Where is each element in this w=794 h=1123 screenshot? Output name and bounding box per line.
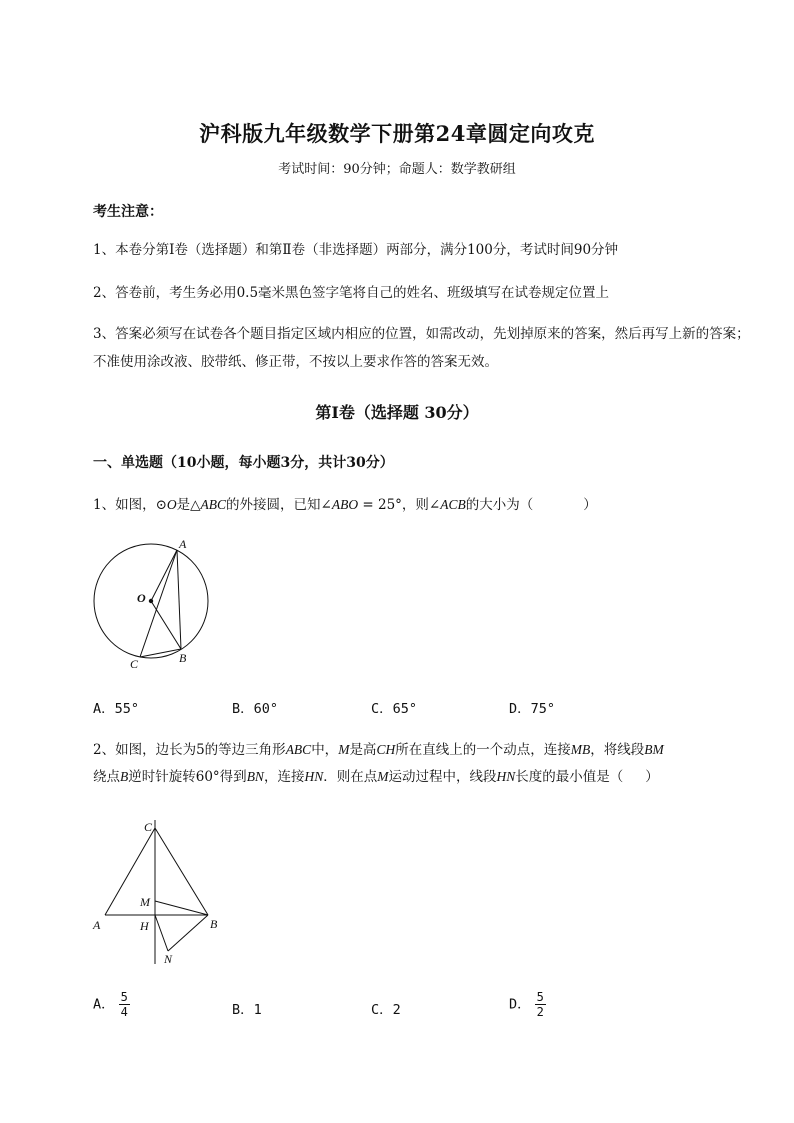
- q1-option-a[interactable]: A．55°: [93, 701, 140, 717]
- q2-option-b[interactable]: B．1: [232, 1002, 262, 1018]
- circle-symbol: ⊙: [155, 497, 167, 513]
- math-var: M: [338, 742, 350, 757]
- math-var: ABO: [331, 497, 359, 512]
- segment-cb: [155, 828, 208, 915]
- math-var: MB: [570, 742, 591, 757]
- q2-text: 中，: [311, 742, 339, 758]
- label-c: C: [130, 657, 139, 670]
- q2-text: 长度的最小值是（: [515, 769, 624, 785]
- notice-item-1: 1、本卷分第I卷（选择题）和第Ⅱ卷（非选择题）两部分，满分100分，考试时间90分钟: [93, 242, 619, 258]
- math-var: ABC: [200, 497, 227, 512]
- notice-item-3: 3、答案必须写在试卷各个题目指定区域内相应的位置，如需改动，先划掉原来的答案，然后再写上新的答案；不准使用涂改液、胶带纸、修正带，不按以上要求作答的答案无效。: [93, 326, 750, 370]
- q1-text: 1、如图，: [93, 497, 156, 513]
- segment-ob: [151, 601, 181, 649]
- part1-title: 第I卷（选择题 30分）: [315, 403, 479, 422]
- segment-bn: [168, 915, 208, 951]
- label-c: C: [144, 820, 153, 834]
- option-label: D．: [509, 996, 531, 1013]
- q1-option-b[interactable]: B．60°: [232, 701, 279, 717]
- math-var: ACB: [440, 497, 466, 512]
- denominator: 2: [536, 1005, 544, 1019]
- notice-heading: 考生注意：: [93, 204, 163, 220]
- math-var: M: [377, 769, 389, 784]
- question-1-stem: [93, 493, 733, 513]
- page-subtitle: 考试时间：90分钟；命题人：数学教研组: [278, 162, 516, 177]
- segment-oa: [151, 550, 177, 601]
- option-label: A．: [93, 996, 115, 1013]
- q1-text: = 25°，则∠: [358, 497, 441, 513]
- q2-option-c[interactable]: C．2: [371, 1002, 401, 1018]
- label-a: A: [93, 918, 101, 932]
- q1-text: ）: [583, 497, 597, 513]
- math-var: B: [120, 769, 129, 784]
- math-var: HN: [304, 769, 324, 784]
- page-title: 沪科版九年级数学下册第24章圆定向攻克: [199, 121, 595, 146]
- label-n: N: [164, 952, 173, 966]
- q2-text: ）: [645, 769, 659, 785]
- math-var: BN: [246, 769, 264, 784]
- question-2-figure: [88, 812, 228, 972]
- math-var: BM: [644, 742, 664, 757]
- q2-text: 逆时针旋转60°得到: [128, 769, 247, 785]
- q1-text: 是△: [176, 497, 201, 513]
- segment-hn: [155, 915, 168, 951]
- q2-text: 是高: [349, 742, 377, 758]
- segment-mb: [155, 901, 208, 915]
- q2-option-d[interactable]: [509, 990, 546, 1019]
- q2-text: 所在直线上的一个动点，连接: [395, 742, 571, 758]
- q2-text: ．则在点: [323, 769, 378, 785]
- numerator: 5: [536, 990, 544, 1004]
- denominator: 4: [120, 1005, 128, 1019]
- numerator: 5: [120, 990, 128, 1004]
- section-title: 一、单选题（10小题，每小题3分，共计30分）: [93, 455, 394, 471]
- label-b: B: [179, 651, 187, 665]
- fraction: [535, 990, 546, 1019]
- notice-item-2: 2、答卷前，考生务必用0.5毫米黑色签字笔将自己的姓名、班级填写在试卷规定位置上: [93, 285, 610, 301]
- math-var: O: [166, 497, 177, 512]
- question-1-figure: [85, 535, 220, 670]
- math-var: HN: [496, 769, 516, 784]
- math-var: CH: [376, 742, 396, 757]
- q2-text: 2、如图，边长为5的等边三角形: [93, 742, 286, 758]
- q2-text: ，将线段: [590, 742, 645, 758]
- label-h: H: [140, 919, 149, 933]
- label-m: M: [140, 895, 150, 909]
- math-var: ABC: [285, 742, 312, 757]
- segment-ab: [177, 550, 181, 649]
- q1-option-d[interactable]: D．75°: [509, 701, 556, 717]
- q2-option-a[interactable]: [93, 990, 130, 1019]
- center-point: [149, 599, 153, 603]
- fraction: [119, 990, 130, 1019]
- q2-text: ，连接: [263, 769, 305, 785]
- label-b: B: [210, 917, 218, 931]
- label-a: A: [179, 537, 187, 551]
- q1-option-c[interactable]: C．65°: [371, 701, 418, 717]
- label-o: O: [137, 591, 146, 605]
- question-2-line-1: [93, 738, 743, 758]
- q2-text: 运动过程中，线段: [388, 769, 497, 785]
- q1-text: 的外接圆，已知∠: [226, 497, 332, 513]
- q1-text: 的大小为（: [465, 497, 534, 513]
- question-2-line-2: [93, 765, 743, 785]
- q2-text: 绕点: [93, 769, 120, 785]
